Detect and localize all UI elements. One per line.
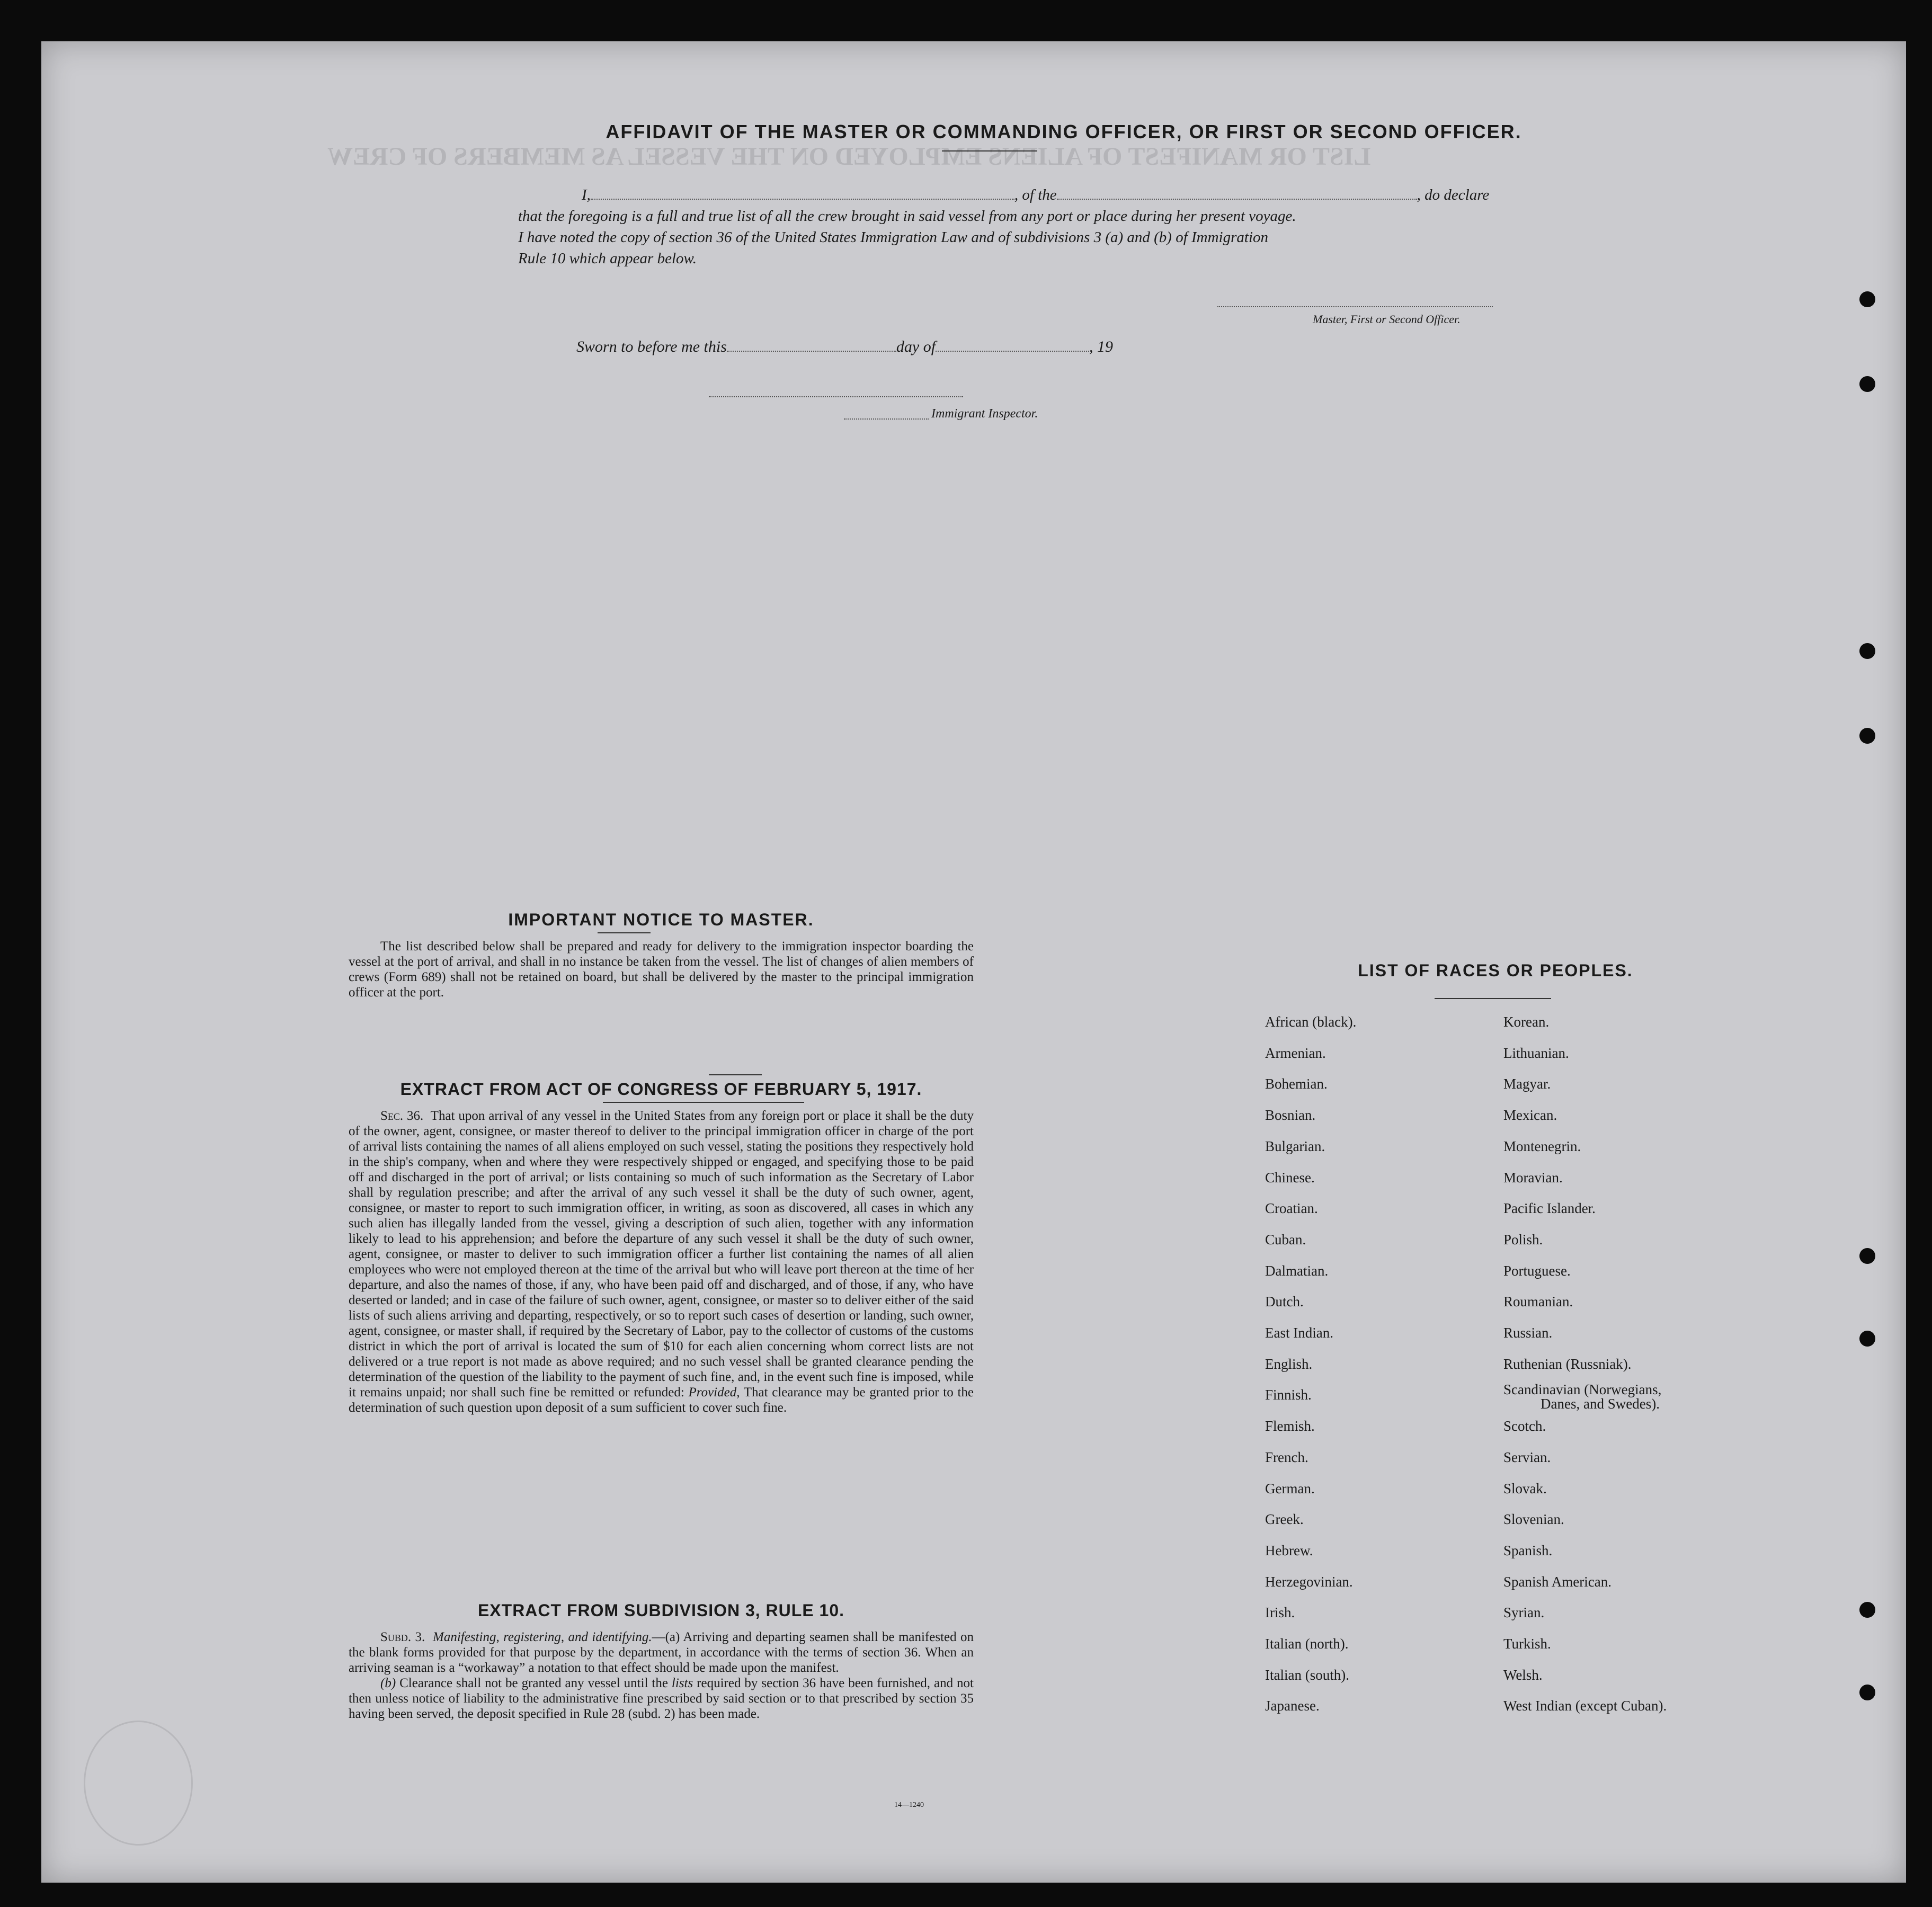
race-item: Flemish. [1265, 1418, 1315, 1434]
sworn-day-blank[interactable] [727, 351, 896, 352]
faint-stamp [84, 1721, 193, 1846]
race-item: Pacific Islander. [1503, 1200, 1596, 1217]
subd-para-b: (b) Clearance shall not be granted any vessel until the lists required by section 36 have been furnished, and not then unless notice of liability to the administrative fine prescribed by said section or to that prescribed by section 35 having been served, the deposit specified in Rule 28 (subd. 2) has been made. [349, 1676, 974, 1721]
sworn-line: Sworn to before me this day of , 19 [576, 338, 1114, 355]
race-item: Irish. [1265, 1605, 1295, 1621]
race-item: Cuban. [1265, 1231, 1306, 1247]
affidavit-line-1: I, , of the , do declare [582, 186, 1490, 203]
race-item: Russian. [1503, 1325, 1553, 1341]
punch-hole [1859, 291, 1875, 307]
race-item: Bohemian. [1265, 1076, 1328, 1092]
punch-hole [1859, 643, 1875, 659]
race-item: Mexican. [1503, 1107, 1557, 1124]
punch-hole [1859, 376, 1875, 392]
race-item: Spanish American. [1503, 1573, 1612, 1590]
race-item: East Indian. [1265, 1325, 1333, 1341]
race-item: African (black). [1265, 1014, 1357, 1030]
form-page [41, 41, 1906, 1883]
race-item: Montenegrin. [1503, 1138, 1581, 1154]
race-item: German. [1265, 1480, 1315, 1496]
race-item [1503, 1379, 1667, 1411]
race-item: Magyar. [1503, 1076, 1551, 1092]
race-item: Dalmatian. [1265, 1262, 1329, 1279]
signature-blank[interactable] [1217, 306, 1493, 307]
race-item: Bosnian. [1265, 1107, 1316, 1124]
race-item: Chinese. [1265, 1169, 1315, 1186]
race-item: Finnish. [1265, 1387, 1312, 1403]
race-item: Lithuanian. [1503, 1045, 1569, 1061]
notice-title-rule [598, 932, 651, 933]
race-item: Moravian. [1503, 1169, 1563, 1186]
race-item: Ruthenian (Russniak). [1503, 1356, 1632, 1372]
affidavit-title-rule [942, 150, 1037, 152]
race-item: Servian. [1503, 1449, 1551, 1465]
affidavit-line-4: Rule 10 which appear below. [518, 250, 697, 267]
race-item: Scotch. [1503, 1418, 1546, 1434]
race-item: English. [1265, 1356, 1313, 1372]
notice-text: The list described below shall be prepared and ready for delivery to the immigration inspector boarding the vessel at the port of arrival, and shall in no instance be taken from the vessel. The list of changes of alien members of crews (Form 689) shall not be retained on board, but shall be delivered by the master to the principal immigration officer at the port. [349, 939, 974, 1000]
bleed-through-heading: LIST OR MANIFEST OF ALIENS EMPLOYED ON THE VESSEL AS MEMBERS OF CREW [327, 142, 1371, 171]
affidavit-line-3: I have noted the copy of section 36 of the United States Immigration Law and of subdivisions 3 (a) and (b) of Immigration [518, 229, 1269, 246]
race-item: Spanish. [1503, 1542, 1553, 1558]
rule-extract-heading: EXTRACT FROM SUBDIVISION 3, RULE 10. [477, 1601, 845, 1620]
affidavit-title: AFFIDAVIT OF THE MASTER OR COMMANDING OFFICER, OR FIRST OR SECOND OFFICER. [606, 121, 1522, 142]
sec36-text: Sec. 36. That upon arrival of any vessel in the United States from any foreign port or place it shall be the duty of the owner, agent, consignee, or master thereof to deliver to the principal immigration officer in charge of the port of arrival lists containing the names of all aliens employed on such vessel, stating the positions they respectively hold in the ship's company, when and where they were respectively shipped or engaged, and specifying those to be paid off and discharged in the port of arrival; or lists containing so much of such information as the Secretary of Labor shall by regulation prescribe; and after the arrival of any such vessel it shall be the duty of such owner, agent, consignee, or master to report to such immigration officer, in writing, as soon as discovered, all cases in which any such alien has illegally landed from the vessel, giving a description of such alien, together with any information likely to lead to his apprehension; and before the departure of any such vessel it shall be the duty of such owner, agent, consignee, or master to deliver to such immigration officer a further list containing the names of all alien employees who were not employed thereon at the time of the arrival but who will leave port thereon at the time of her departure, and also the names of those, if any, who have been paid off and discharged, and of those, if any, who have deserted or landed; and in case of the failure of such owner, agent, consignee, or master so to deliver either of the said lists of such aliens arriving and departing, respectively, or so to report such cases of desertion or landing, such owner, agent, consignee, or master shall, if required by the Secretary of Labor, pay to the collector of customs of the customs district in which the port of arrival is located the sum of $10 for each alien concerning whom correct lists are not delivered or a true report is not made as above required; and no such vessel shall be granted clearance pending the determination of the question of the liability to the payment of such fine, and, in the event such fine is imposed, while it remains unpaid; nor shall such fine be remitted or refunded: Provided, That clearance may be granted prior to the determination of such question upon deposit of a sum sufficient to cover such fine. [349, 1109, 974, 1415]
punch-hole [1859, 728, 1875, 744]
form-number: 14—1240 [894, 1801, 924, 1809]
races-title-rule [1435, 998, 1551, 999]
affidavit-line-2: that the foregoing is a full and true list of all the crew brought in said vessel from any port or place during her present voyage. [518, 208, 1296, 225]
punch-hole [1859, 1248, 1875, 1264]
act-heading-rule [603, 1102, 804, 1103]
subdivision-text [349, 1629, 974, 1722]
sworn-month-blank[interactable] [936, 351, 1089, 352]
inspector-dotted-lead [844, 418, 929, 420]
race-item: Croatian. [1265, 1200, 1318, 1217]
race-item: West Indian (except Cuban). [1503, 1698, 1667, 1714]
race-item: Turkish. [1503, 1636, 1551, 1652]
race-item: Polish. [1503, 1231, 1543, 1247]
race-item: Slovenian. [1503, 1511, 1564, 1528]
notice-title: IMPORTANT NOTICE TO MASTER. [508, 910, 814, 929]
notice-end-rule [709, 1074, 762, 1075]
punch-hole [1859, 1331, 1875, 1347]
race-item: Greek. [1265, 1511, 1304, 1528]
race-item: Herzegovinian. [1265, 1573, 1353, 1590]
race-item: Italian (north). [1265, 1636, 1349, 1652]
race-item: Dutch. [1265, 1294, 1304, 1310]
race-item: French. [1265, 1449, 1308, 1465]
race-item-continuation: Danes, and Swedes). [1541, 1396, 1660, 1412]
race-item: Slovak. [1503, 1480, 1547, 1496]
races-right-column [1503, 1006, 1667, 1722]
races-title: LIST OF RACES OR PEOPLES. [1358, 961, 1633, 980]
race-item: Portuguese. [1503, 1262, 1571, 1279]
inspector-label: Immigrant Inspector. [931, 407, 1038, 421]
races-left-column [1265, 1006, 1356, 1722]
race-item: Syrian. [1503, 1605, 1545, 1621]
name-blank[interactable] [591, 199, 1014, 200]
punch-hole [1859, 1685, 1875, 1700]
race-item: Roumanian. [1503, 1294, 1573, 1310]
race-item: Japanese. [1265, 1698, 1320, 1714]
race-item: Bulgarian. [1265, 1138, 1325, 1154]
vessel-blank[interactable] [1057, 199, 1417, 200]
punch-hole [1859, 1602, 1875, 1618]
race-item: Armenian. [1265, 1045, 1326, 1061]
race-item-line: Scandinavian (Norwegians, [1503, 1382, 1662, 1398]
affidavit-text [518, 184, 1556, 269]
act-extract-heading: EXTRACT FROM ACT OF CONGRESS OF FEBRUARY 5, 1917. [400, 1080, 922, 1099]
subd-para-a: Subd. 3. Manifesting, registering, and identifying.—(a) Arriving and departing seamen shall be manifested on the blank forms provided for that purpose by the department, in accordance with the terms of section 36. When an arriving seaman is a “workaway” a notation to that effect should be made upon the manifest. [349, 1630, 974, 1675]
inspector-signature-blank[interactable] [709, 396, 963, 397]
race-item: Hebrew. [1265, 1542, 1313, 1558]
race-item: Italian (south). [1265, 1667, 1349, 1683]
race-item: Korean. [1503, 1014, 1550, 1030]
race-item: Welsh. [1503, 1667, 1543, 1683]
signature-label: Master, First or Second Officer. [1313, 313, 1461, 326]
